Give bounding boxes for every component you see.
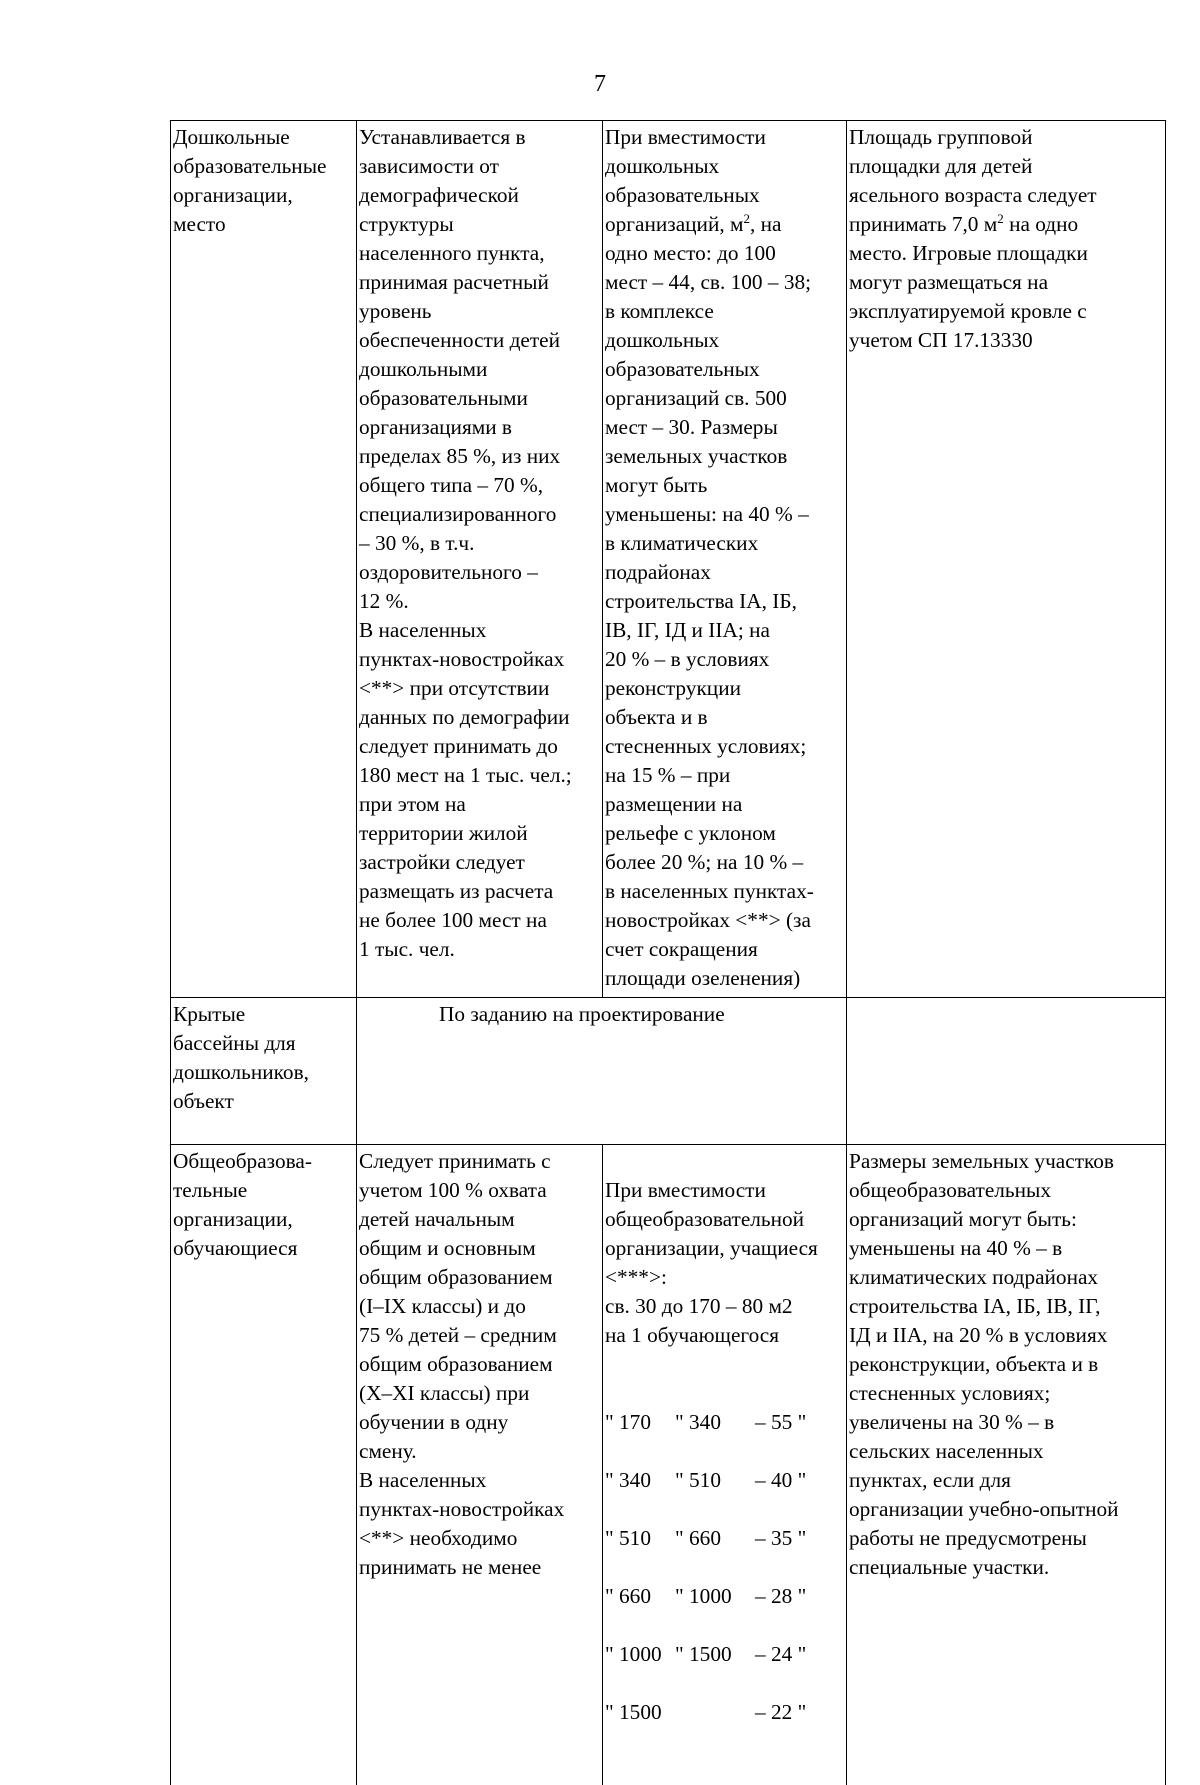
page-number: 7 xyxy=(0,70,1200,98)
cell-notes: Размеры земельных участков общеобразовательных организаций могут быть: уменьшены на 40 % – в климатических подрайонах строительства IА, IБ, IВ, IГ, IД и IIА, на 20 % в условиях реконструкции, объекта и в стесненных условиях; увеличены на 30 % – в сельских населенных пунктах, если для организации учебно-опытной работы не предусмотрены специальные участки. xyxy=(847,1145,1166,1785)
cell-notes xyxy=(847,121,1166,998)
notes-text: Площадь групповой площадки для детей ясельного возраста следует принимать 7,0 м xyxy=(849,125,1097,236)
superscript: 2 xyxy=(997,211,1004,226)
land-area-text-cont: , на одно место: до 100 мест – 44, св. 100 – 38; в комплексе дошкольных образовательных организаций св. 500 мест – 30. Размеры земельных участков могут быть уменьшены: на 40 % – в климатических подрайонах строительства IА, IБ, IВ, IГ, IД и IIА; на 20 % – в условиях реконструкции объекта и в стесненных условиях; на 15 % – при размещении на рельефе с уклоном более 20 %; на 10 % – в населенных пунктах- новостройках <**> (за счет сокращения площади озеленения) xyxy=(605,212,814,990)
schedule-row: " 170 " 340 – 55 " xyxy=(605,1408,846,1437)
notes-text-cont: на одно место. Игровые площадки могут размещаться на эксплуатируемой кровле с учетом СП 17.13330 xyxy=(849,212,1088,352)
cell-merged-norm xyxy=(357,998,847,1145)
schedule-row: " 660 " 1000 – 28 " xyxy=(605,1582,846,1611)
merged-text: По заданию на проектирование xyxy=(359,1000,846,1029)
cell-facility-name: Общеобразова- тельные организации, обучающиеся xyxy=(171,1145,357,1785)
cell-facility-name: Крытые бассейны для дошкольников, объект xyxy=(171,998,357,1145)
schedule-row: " 510 " 660 – 35 " xyxy=(605,1524,846,1553)
schedule-row: " 340 " 510 – 40 " xyxy=(605,1466,846,1495)
table-row-preschool xyxy=(171,121,1166,998)
cell-norm: Следует принимать с учетом 100 % охвата детей начальным общим и основным общим образованием (I–IX классы) и до 75 % детей – средним общим образованием (X–XI классы) при обучении в одну смену. В населенных пунктах-новостройках <**> необходимо принимать не менее xyxy=(357,1145,603,1785)
land-area-intro: При вместимости общеобразовательной организации, учащиеся <***>: св. 30 до 170 – 80 м2 на 1 обучающегося xyxy=(605,1176,846,1350)
cell-land-area xyxy=(603,1145,847,1785)
schedule-row: " 1500 – 22 " xyxy=(605,1698,846,1727)
norms-table xyxy=(170,120,1166,1785)
table-row-pools xyxy=(171,998,1166,1145)
cell-facility-name: Дошкольные образовательные организации, место xyxy=(171,121,357,998)
capacity-schedule xyxy=(605,1379,846,1756)
table-row-schools xyxy=(171,1145,1166,1785)
cell-land-area xyxy=(603,121,847,998)
cell-norm: Устанавливается в зависимости от демографической структуры населенного пункта, принимая расчетный уровень обеспеченности детей дошкольными образовательными организациями в пределах 85 %, из них общего типа – 70 %, специализированного – 30 %, в т.ч. оздоровительного – 12 %. В населенных пунктах-новостройках <**> при отсутствии данных по демографии следует принимать до 180 мест на 1 тыс. чел.; при этом на территории жилой застройки следует размещать из расчета не более 100 мест на 1 тыс. чел. xyxy=(357,121,603,998)
schedule-row: " 1000 " 1500 – 24 " xyxy=(605,1640,846,1669)
land-area-text: При вместимости дошкольных образовательных организаций, м xyxy=(605,125,766,236)
cell-notes-empty xyxy=(847,998,1166,1145)
superscript: 2 xyxy=(743,211,750,226)
